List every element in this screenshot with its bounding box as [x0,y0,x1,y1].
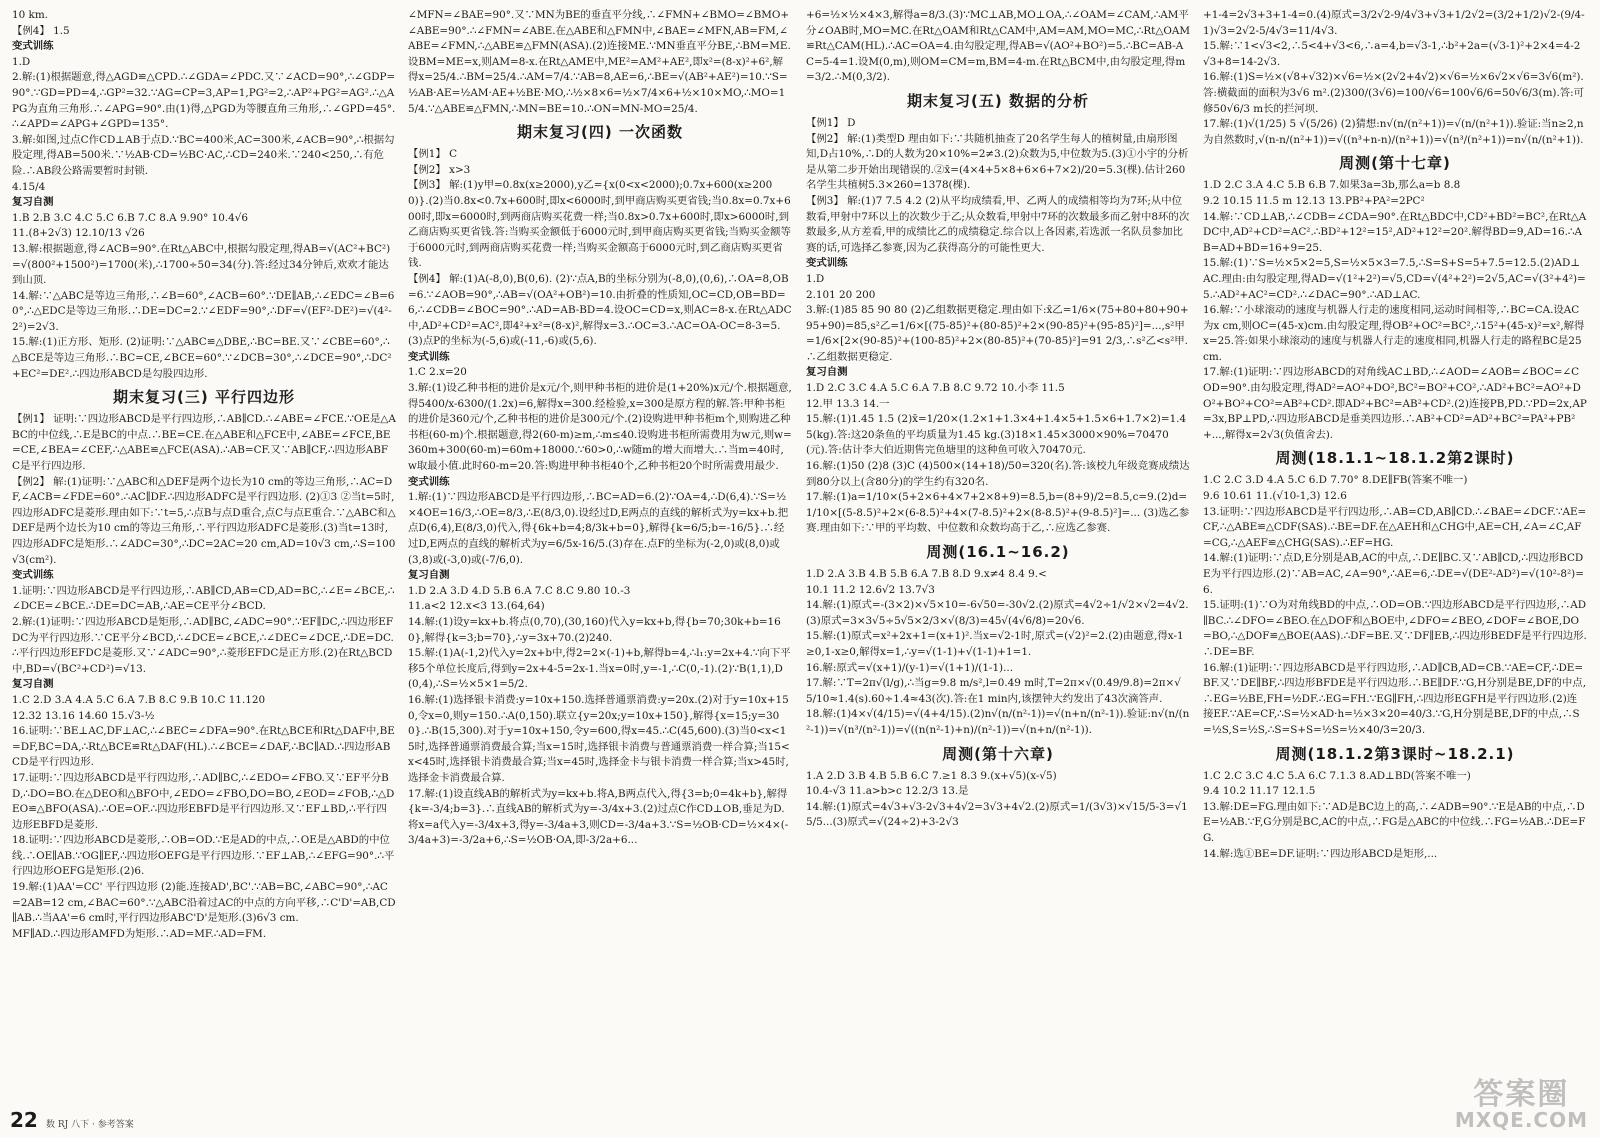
answer-line: 15.解:(1)1.45 1.5 (2)x̄=1/20×(1.2×1+1.3×4+1.4×5+1.5×6+1.7×2)=1.45(kg).答:这20条鱼的平均质量为1.45 kg.(3)18×1.45×3000×90%=70470(元).答:估计李大伯近期售完鱼塘里的这种鱼可收入70470元. [806,413,1187,457]
answer-column-2 [408,8,792,1108]
answer-line: 1.证明:∵四边形ABCD是平行四边形,∴AB∥CD,AB=CD,AD=BC,∴∠E=∠BCE,∴∠DCE=∠BCE.∴DE=DC=AB,∴AE=CE平分∠BCD. [12,584,395,613]
answer-line: 9.2 10.15 11.5 m 12.13 13.PB²+PA²=2PC² [1203,194,1425,207]
answer-line: 14.解:∵CD⊥AB,∴∠CDB=∠CDA=90°.在Rt△BDC中,CD²+BD²=BC²,在Rt△ADC中,AD²+CD²=AC².∴BD²+12²=15²,AD²+12²=20².解得BD=9,AD=16.∴AB=AD+BD=16+9=25. [1203,210,1587,254]
answer-line: 【例4】 1.5 [12,24,70,37]
answer-line: 17.证明:∵四边形ABCD是平行四边形,∴AD∥BC,∴∠EDO=∠FBO.又∵EF平分BD,∴DO=BO.在△DEO和△BFO中,∠EDO=∠FBO,DO=BO,∠EOD=∠FOB,∴△DEO≌△BFO(ASA).∴OE=OF.∴四边形EBFD是平行四边形.又∵EF⊥BD,∴平行四边形EBFD是菱形. [12,771,395,831]
answer-line: 1.D 2.A 3.D 4.D 5.B 6.A 7.C 8.C 9.80 10.-3 [408,584,631,597]
answer-line: 2.101 20 200 [806,288,876,301]
column-4-block-4 [1203,769,1587,863]
answer-line: +6=½×½×4×3,解得a=8/3.(3)∵MC⊥AB,MO⊥OA,∴∠OAM=∠CAM,∴AM平分∠OAB时,MO=MC.在Rt△OAM和Rt△CAM中,AM=AM,MO=MC,∴Rt△OAM≌Rt△CAM(HL).∴AC=OA=4.由勾股定理,得AB=√(AO²+BO²)=5.∴BC=AB-AC=5-4=1.设M(0,m),则OM=CM=m,BM=4-m.在Rt△BCM中,由勾股定理,得m=3/2.∴M(0,3/2). [806,9,1190,84]
section-title-review-5: 期末复习(五) 数据的分析 [907,91,1089,110]
answer-line: 12.32 13.16 14.60 15.√3-½ [12,709,155,722]
answer-line: 11.a<2 12.x<3 13.(64,64) [408,600,545,613]
answer-line: 15.证明:(1)∵O为对角线BD的中点,∴OD=OB.∵四边形ABCD是平行四边形,∴AD∥BC.∴∠DFO=∠BEO.在△DOF和△BOE中,∠DFO=∠BEO,∠DOF=∠BOE,DO=BO,∴△DOF≌△BOE(AAS).∴DF=BE.又∵DF∥EB,∴四边形BEDF是平行四边形.∴DE=BF. [1203,599,1587,658]
watermark-line-2: MXQE.COM [1454,1108,1588,1132]
answer-line: 19.解:(1)AA'=CC' 平行四边形 (2)能.连接AD',BC'.∵AB=BC,∠ABC=90°,∴AC=2AB=12 cm,∠BAC=60°.∵△ABC沿着过AC的中点的方向平移,∴C'D'=AB,CD∥AB.∴当AA'=6 cm时,平行四边形ABC'D'是矩形.(3)6√3 cm. [12,881,396,925]
page-number: 22 [10,1108,38,1132]
answer-line: 3.解:(1)85 85 90 80 (2)乙组数据更稳定.理由如下:x̄乙=1/6×(75+80+80+90+95+90)=85,s²乙=1/6×[(75-85)²+(80-85)²+2×(90-85)²+(95-85)²]=...,s²甲=1/6×[2×(90-85)²+(100-85)²+2×(80-85)²+(70-85)²]=91 2/3,∴s²乙<s²甲.∴乙组数据更稳定. [806,304,1189,363]
answer-line: 17.解:(1)a=1/10×(5+2×6+4×7+2×8+9)=8.5,b=(8+9)/2=8.5,c=9.(2)d=1/10×[(5-8.5)²+2×(6-8.5)²+4×(7-8.5)²+2×(8-8.5)²+(9-8.5)²]=... (3)选乙参赛.理由如下:∵甲的平均数、中位数和众数均高于乙,∴应选乙参赛. [806,491,1190,535]
answer-line: 16.解:(1)选择银卡消费:y=10x+150.选择普通票消费:y=20x.(2)对于y=10x+150,令x=0,则y=150.∴A(0,150).联立{y=20x;y=10x+150},解得{x=15;y=300}.∴B(15,300).对于y=10x+150,令y=600,得x=45.∴C(45,600).(3)当0<x<15时,选择普通票消费最合算;当x=15时,选择银卡消费与普通票消费一样合算;当15<x<45时,选择银卡消费最合算;当x=45时,选择金卡与银卡消费一样合算;当x>45时,选择金卡消费最合算. [408,693,790,784]
answer-line: 13.解:根据题意,得∠ACB=90°.在Rt△ABC中,根据勾股定理,得AB=√(AC²+BC²)=√(800²+1500²)=1700(米),∴1700÷50=34(分).答:经过34分钟后,欢欢才能达到山顶. [12,242,391,287]
answer-line: 14.解:(1)原式=4√3+√3-2√3+4√2=3√3+4√2.(2)原式=1/(3√3)×√15/5-3=√15/5...(3)原式=√(24÷2)+3-2√3 [806,800,1188,829]
answer-line: 复习自测 [12,678,54,691]
answer-line: 1.B 2.B 3.C 4.C 5.C 6.B 7.C 8.A 9.90° 10.4√6 [12,211,248,224]
answer-line: 1.D 2.C 3.C 4.A 5.C 6.A 7.B 8.C 9.72 10.小李 11.5 [806,382,1065,395]
answer-line: 复习自测 [806,366,848,379]
answer-line: 1.D [806,272,825,285]
answer-line: 16.解:∵小球滚动的速度与机器人行走的速度相同,运动时间相等,∴BC=CA.设AC为x cm,则OC=(45-x)cm.由勾股定理,得OB²+OC²=BC²,∴15²+(45-x)²=x²,解得x=25.答:如果小球滚动的速度与机器人行走的速度相同,机器人行走的路程BC是25 cm. [1203,304,1585,363]
answer-line: 【例4】 解:(1)A(-8,0),B(0,6). (2)∵点A,B的坐标分别为(-8,0),(0,6),∴OA=8,OB=6.∵∠AOB=90°,∴AB=√(OA²+OB²)=10.由折叠的性质知,OC=CD,OB=BD=6,∴∠CDB=∠BOC=90°.∴AD=AB-BD=4.设OC=CD=x,则AC=8-x.在Rt△ADC中,AD²+CD²=AC²,即4²+x²=(8-x)²,解得x=3.∴OC=3.∴AC=OA-OC=8-3=5.(3)点P的坐标为(-5,6)或(-11,-6)或(5,6). [408,272,792,348]
answer-line: 16.解:原式=√(x+1)/(y-1)=√(1+1)/(1-1)... [806,661,1014,674]
answer-line: 变式训练 [12,40,54,53]
answer-line: 1.D [12,55,31,68]
section-title-review-3: 期末复习(三) 平行四边形 [113,388,295,407]
answer-line: MF∥AD.∴四边形AMFD为矩形.∴AD=MF.∴AD=FM. [12,927,267,940]
answer-line: 复习自测 [12,196,54,209]
answer-column-4 [1203,8,1587,1112]
answer-line: 13.解:DE=FG.理由如下:∵AD是BC边上的高,∴∠ADB=90°.∵E是AB的中点,∴DE=½AB.∵F,G分别是BC,AC的中点,∴FG是△ABC的中位线.∴FG=½AB.∴DE=FG. [1203,800,1586,844]
answer-line: 复习自测 [408,569,450,582]
answer-line: 10 km. [12,9,48,21]
answer-line: 15.解:(1)∵S=½×5×2=5,S=½×5×3=7.5,∴S=S+S=5+7.5=12.5.(2)AD⊥AC.理由:由勾股定理,得AD=√(1²+2²)=√5,CD=√(4²+2²)=2√5,AC=√(3²+4²)=5.∴AD²+AC²=CD².∴∠DAC=90°.∴AD⊥AC. [1203,257,1586,301]
answer-line: 15.解:(1)原式=x²+2x+1=(x+1)².当x=√2-1时,原式=(√2)²=2.(2)由题意,得x-1≥0,1-x≥0,解得x=1,∴y=√(1-1)+√(1-1)+1=1. [806,630,1184,658]
answer-line: 【例1】 证明:∵四边形ABCD是平行四边形,∴AB∥CD.∴∠ABE=∠FCE.∵OE是△ABC的中位线,∴E是BC的中点.∴BE=CE.在△ABE和△FCE中,∠ABE=∠FCE,BE=CE,∠BEA=∠CEF,∴△ABE≌△FCE(ASA).∴AB=CF.又∵AB∥CF,∴四边形ABFC是平行四边形. [12,413,396,473]
column-2-block-2 [408,147,792,849]
answer-line: 15.解:∵1<√3<2,∴5<4+√3<6,∴a=4,b=√3-1,∴b²+2a=(√3-1)²+2×4=4-2√3+8=14-2√3. [1203,40,1581,68]
section-title-weekly-18-1-2: 周测(18.1.2第3课时~18.2.1) [1275,744,1515,763]
answer-line: 17.解:∵T=2π√(l/g),∴当g=9.8 m/s²,l=0.49 m时,T=2π×√(0.49/9.8)=2π×√5/10≈1.4(s).60÷1.4≈43(次).答:在1 min内,该摆钟大约发出了43次滴答声. [806,677,1181,705]
answer-line: 14.解:∵△ABC是等边三角形,∴∠B=60°,∠ACB=60°.∵DE∥AB,∴∠EDC=∠B=60°,∴△EDC是等边三角形.∴DE=DC=2.∵∠EDF=90°,∴DF=√(EF²-DE²)=√(4²-2²)=2√3. [12,289,395,333]
answer-line: 13.证明:∵四边形ABCD是平行四边形,∴AB=CD,AB∥CD.∴∠BAE=∠DCF.∵AE=CF,∴△ABE≌△CDF(SAS).∴BE=DF.在△AEH和△CHG中,AE=CH,∠A=∠C,AF=CG,∴△AEF≌△CHG(SAS).∴EF=HG. [1203,505,1587,549]
answer-line: 变式训练 [408,475,450,488]
answer-line: 【例1】 C [408,148,458,161]
section-title-weekly-16-1: 周测(16.1~16.2) [926,543,1070,561]
column-3-block-3 [806,567,1190,739]
answer-line: 【例2】 解:(1)类型D 理由如下:∵共随机抽查了20名学生每人的植树量,由扇形图知,D占10%,∴D的人数为20×10%=2≠3.(2)众数为5,中位数为5.(3)①小宇的分析是从第二步开始出现错误的.②x̄=(4×4+5×8+6×6+7×2)/20=5.3(棵).估计260名学生共植树5.3×260=1378(棵). [806,132,1189,192]
column-1-block-2 [12,412,396,942]
column-4-block-1 [1203,8,1587,148]
column-3-block-4 [806,769,1190,831]
answer-line: 1.C 2.C 3.C 4.C 5.A 6.C 7.1.3 8.AD⊥BD(答案不唯一) [1203,769,1471,782]
answer-line: 14.解:(1)设y=kx+b.将点(0,70),(30,160)代入y=kx+b,得{b=70;30k+b=160},解得{k=3;b=70},∴y=3x+70.(2)240. [408,615,781,644]
answer-line: 【例2】 解:(1)证明:∵△ABC和△DEF是两个边长为10 cm的等边三角形,∴AC=DF,∠ACB=∠FDE=60°.∴AC∥DF.∴四边形ADFC是平行四边形. (2)①3 ②当t=5时,四边形ADFC是菱形.理由如下:∵t=5,∴点B与点D重合,点C与点E重合.∵△ABC和△DEF是两个边长为10 cm的等边三角形,∴平行四边形ADFC是菱形.(3)当t=13时,四边形ADFC是矩形.∴∠ADC=30°,∴DC=2AC=20 cm,AD=10√3 cm,∴S=100√3(cm²). [12,475,396,566]
answer-line: 3.解:(1)设乙种书柜的进价是x元/个,则甲种书柜的进价是(1+20%)x元/个.根据题意,得5400/x-6300/(1.2x)=6,解得x=300.经检验,x=300是原方程的解.答:甲种书柜的进价是360元/个,乙种书柜的进价是300元/个.(2)设购进甲种书柜m个,则购进乙种书柜(60-m)个.根据题意,得2(60-m)≥m,∴m≤40.设购进书柜所需费用为w元,则w=360m+300(60-m)=60m+18000.∵60>0,∴w随m的增大而增大.∴当m=40时,w取最小值.此时60-m=20.答:购进甲种书柜40个,乙种书柜20个时所需费用最少. [408,382,792,473]
answer-line: 变式训练 [408,350,450,363]
answer-line: +1-4=2√3+3+1-4=0.(4)原式=3/2√2-9/4√3+√3+1/2√2=(3/2+1/2)√2-(9/4-1)√3=2√2-5/4√3=11/4√3. [1203,9,1585,37]
answer-line: 1.D 2.A 3.B 4.B 5.B 6.A 7.B 8.D 9.x≠4 8.4 9.< [806,568,1047,580]
answer-line: 1.A 2.D 3.B 4.B 5.B 6.C 7.≥1 8.3 9.(x+√5)(x-√5) [806,769,1057,782]
answer-line: 16.解:(1)S=½×(√8+√32)×√6=½×(2√2+4√2)×√6=½×6√2×√6=3√6(m²).答:横截面的面积为3√6 m².(2)300/(3√6)=100/√6=100√6/6=50√6/3(m).答:可修50√6/3 m长的拦河坝. [1203,71,1585,115]
answer-line: 14.解:(1)证明:∵点D,E分别是AB,AC的中点,∴DE∥BC.又∵AB∥CD,∴四边形BCDE为平行四边形.(2)∵AB=AC,∠A=90°,∴AE=6,∴DE=√(DE²-AD²)=√(10²-8²)=6. [1203,552,1584,596]
answer-line: 14.解:选①BE=DF.证明:∵四边形ABCD是矩形,... [1203,847,1438,860]
column-1-block-1 [12,8,396,382]
column-3-block-1 [806,8,1190,86]
answer-line: ∠MFN=∠BAE=90°.又∵MN为BE的垂直平分线,∴∠FMN+∠BMO=∠BMO+∠ABE=90°.∴∠FMN=∠ABE.在△ABE和△FMN中,∠BAE=∠MFN,AB=FM,∠ABE=∠FMN,∴△ABE≌△FMN(ASA).(2)连接ME.∵MN垂直平分BE,∴BM=ME.设BM=ME=x,则AM=8-x.在Rt△AME中,ME²=AM²+AE²,即x²=(8-x)²+6²,解得x=25/4.∴BM=25/4.∴AM=7/4.∵AB=8,AE=6,∴BE=√(AB²+AE²)=10.∵S=½AB·AE=½AM·AE+½BE·MO,∴½×8×6=½×7/4×6+½×10×MO,∴MO=15/4.∵△ABE≌△FMN,∴MN=BE=10.∴ON=MN-MO=25/4. [408,9,791,115]
answer-line: 15.解:(1)A(-1,2)代入y=2x+b中,得2=2×(-1)+b,解得b=4,∴l₁:y=2x+4.∵向下平移5个单位长度后,得到y=2x+4-5=2x-1.当x=0时,y=-1,∴C(0,-1).(2)∵B(1,1),D(0,4),∴S=½×5×1=5/2. [408,647,791,691]
footer-label: 数 RJ 八下 · 参考答案 [46,1120,134,1130]
answer-line: 1.D 2.C 3.A 4.C 5.B 6.B 7.如果3a=3b,那么a=b 8.8 [1203,179,1461,192]
answer-line: 9.6 10.61 11.(√10-1,3) 12.6 [1203,490,1347,503]
answer-line: 16.解:(1)证明:∵四边形ABCD是平行四边形,∴AD∥CB,AD=CB.∵AE=CF,∴DE=BF.又∵DE∥BF,∴四边形BFDE是平行四边形.∴BE∥DF.∵G,H分别是BE,DF的中点,∴EG=½BE,FH=½DF.∴EG=FH.∵EG∥FH,∴四边形EGFH是平行四边形.(2)连接EF.∵AE=CF,∴S=½×AD·h=½×3×20=40/3.∵G,H分别是BE,DF的中点,∴S=½S,S=½S,∴S=S+S=½S=½×40/3=20/3. [1203,661,1586,736]
answer-line: 【例3】 解:(1)7 7.5 4.2 (2)从平均成绩看,甲、乙两人的成绩相等均为7环;从中位数看,甲射中7环以上的次数少于乙;从众数看,甲射中7环的次数最多而乙射中8环的次数最多,从方差看,甲的成绩比乙的成绩稳定.综合以上各因素,若选派一名队员参加比赛的话,可选择乙参赛,因为乙获得高分的可能性更大. [806,194,1190,254]
answer-line: 11.(8+2√3) 12.10/13 √26 [12,227,145,240]
answer-line: 变式训练 [12,569,54,582]
section-title-weekly-18-1: 周测(18.1.1~18.1.2第2课时) [1275,449,1515,468]
section-title-weekly-ch16: 周测(第十六章) [942,744,1054,763]
column-4-block-2 [1203,178,1587,443]
answer-line: 18.解:(1)4×√(4/15)=√(4+4/15).(2)n√(n/(n²-1))=√(n+n/(n²-1)).验证:n√(n/(n²-1))=√(n³/(n²-1))=√((n(n²-1)+n)/(n²-1))=√(n+n/(n²-1)). [806,708,1190,736]
answer-line: 1.C 2.x=20 [408,366,467,379]
column-2-block-1 [408,8,792,117]
answer-line: 16.证明:∵BE⊥AC,DF⊥AC,∴∠BEC=∠DFA=90°.在Rt△BCE和Rt△DAF中,BE=DF,BC=DA,∴Rt△BCE≌Rt△DAF(HL).∴∠BCE=∠DAF,∴BC∥AD.∴四边形ABCD是平行四边形. [12,725,395,769]
column-3-block-2 [806,116,1190,537]
answer-line: 15.解:(1)正方形、矩形. (2)证明:∵△ABC≌△DBE,∴BC=BE.又∵∠CBE=60°,∴△BCE是等边三角形.∴BC=CE,∠BCE=60°.∵∠DCB=30°,∴∠DCE=90°,∴DC²+EC²=DE².∴四边形ABCD是勾股四边形. [12,336,392,380]
answer-line: 18.证明:∵四边形ABCD是菱形,∴OB=OD.∵E是AD的中点,∴OE是△ABD的中位线.∴OE∥AB.∵OG∥EF,∴四边形OEFG是平行四边形.∵EF⊥AB,∴∠EFG=90°.∴平行四边形OEFG是矩形.(2)6. [12,834,395,878]
answer-line: 【例2】 x>3 [408,163,471,176]
column-4-block-3 [1203,473,1587,738]
answer-line: 2.解:(1)证明:∵四边形ABCD是矩形,∴AD∥BC,∠ADC=90°.∵EF∥DC,∴四边形EFDC为平行四边形.∵CE平分∠BCD,∴∠DCE=∠BCE,∴∠DEC=∠DCE,∴DE=DC.∴平行四边形EFDC是菱形.又∵∠ADC=90°,∴菱形EFDC是正方形.(2)在Rt△BCD中,BD=√(BC²+CD²)=√13. [12,615,394,675]
watermark-logo [1454,1077,1588,1132]
answer-line: 【例3】 解:(1)y甲=0.8x(x≥2000),y乙={x(0<x<2000);0.7x+600(x≥2000)}.(2)当0.8x<0.7x+600时,即x<6000时,到甲商店购买更省钱;当0.8x=0.7x+600时,即x=6000时,到两商店购买花费一样;当0.8x>0.7x+600时,即x>6000时,到乙商店购买更省钱.答:当购买金额低于6000元时,到甲商店购买更省钱;当购买金额等于6000元时,到两商店购买花费一样;当购买金额高于6000元时,到乙商店购买更省钱. [408,179,791,270]
answer-line: 14.解:(1)原式=-(3×2)×√5×10=-6√50=-30√2.(2)原式=4√2÷1/√2×√2=4√2.(3)原式=3×3√5÷5√5×2/3×√(8/3)=45√(4√6/8)=20√6. [806,599,1189,627]
answer-line: 10.4-√3 11.a>b>c 12.2/3 13.是 [806,785,969,798]
answer-line: 9.4 10.2 11.17 12.1.5 [1203,785,1316,798]
answer-line: 1.C 2.C 3.D 4.A 5.C 6.D 7.70° 8.DE∥FB(答案不唯一) [1203,474,1468,487]
answer-line: 2.解:(1)根据题意,得△AGD≌△CPD.∴∠GDA=∠PDC.又∵∠ACD=90°,∴∠GDP=90°.∵GD=PD=4,∴GP²=32.∵AG=CP=3,AP=1,PG²=2,∴AP²+PG²=AG².∴△APG为直角三角形.∴∠APG=90°.由(1)得,△PGD为等腰直角三角形,∴∠GPD=45°.∴∠APD=∠APG+∠GPD=135°. [12,71,396,131]
section-title-review-4: 期末复习(四) 一次函数 [517,123,683,142]
answer-column-1 [12,8,396,1108]
answer-line: 【例1】 D [806,116,856,129]
answer-line: 17.解:(1)证明:∵四边形ABCD的对角线AC⊥BD,∴∠AOD=∠AOB=∠BOC=∠COD=90°.由勾股定理,得AD²=AO²+DO²,BC²=BO²+CO²,∴AD²+BC²=AO²+DO²+BO²+CO²=AB²+CD².即AD²+BC²=AB²+CD².(2)连接PB,PD.∵PD=2x,AP=3x,BP⊥PD,∴四边形ABCD是垂美四边形.∴AB²+CD²=AD²+BC²=PA²+PB²+...,解得x=2√3(负值舍去). [1203,366,1587,441]
answer-line: 12.甲 13.3 14.一 [806,397,890,410]
answer-line: 10.1 11.2 12.6√2 13.7√3 [806,583,935,596]
answer-line: 1.C 2.D 3.A 4.A 5.C 6.A 7.B 8.C 9.B 10.C 11.120 [12,693,266,706]
answer-line: 1.解:(1)∵四边形ABCD是平行四边形,∴BC=AD=6.(2)∵OA=4,∴D(6,4).∵S=½×4OE=16/3,∴OE=8/3,∴E(8/3,0).设经过D,E两点的直线的解析式为y=kx+b.把点D(6,4),E(8/3,0)代入,得{6k+b=4;8/3k+b=0},解得{k=6/5;b=-16/5}.∴经过D,E两点的直线的解析式为y=6/5x-16/5.(3)存在.点F的坐标为(-2,0)或(8,0)或(3,8)或(-3,0)或(-7/6,0). [408,491,789,566]
answer-line: 3.解:如图,过点C作CD⊥AB于点D.∵BC=400米,AC=300米,∠ACB=90°,∴根据勾股定理,得AB=500米.∵½AB·CD=½BC·AC,∴CD=240米.∵240<250,∴有危险.∴AB段公路需要暂时封锁. [12,133,395,177]
answer-line: 17.解:(1)√(1/25) 5 √(5/26) (2)猜想:n√(n/(n²+1))=√(n/(n²+1)).验证:当n≥2,n为自然数时,√(n-n/(n²+1))=√((n³+n-n)/(n²+1))=√(n³/(n²+1))=n√(n/(n²+1)). [1203,118,1584,146]
section-title-weekly-ch17: 周测(第十七章) [1339,154,1451,173]
answer-column-3 [806,8,1190,1108]
answer-line: 4.15/4 [12,180,46,193]
answer-line: 17.解:(1)设直线AB的解析式为y=kx+b.将A,B两点代入,得{3=b;0=4k+b},解得{k=-3/4;b=3}.∴直线AB的解析式为y=-3/4x+3.(2)过点C作CD⊥OB,垂足为D.将x=a代入y=-3/4x+3,得y=-3/4a+3,则CD=-3/4a+3.∵S=½OB·CD=½×4×(-3/4a+3)=-3/2a+6,∴S=½OB·OA,即-3/2a+6... [408,787,789,847]
answer-line: 16.解:(1)50 (2)8 (3)C (4)500×(14+18)/50=320(名).答:该校九年级竞赛成绩达到80分以上(含80分)的学生约有320名. [806,460,1190,488]
watermark-line-1: 答案圈 [1473,1077,1570,1112]
answer-line: 变式训练 [806,257,848,270]
